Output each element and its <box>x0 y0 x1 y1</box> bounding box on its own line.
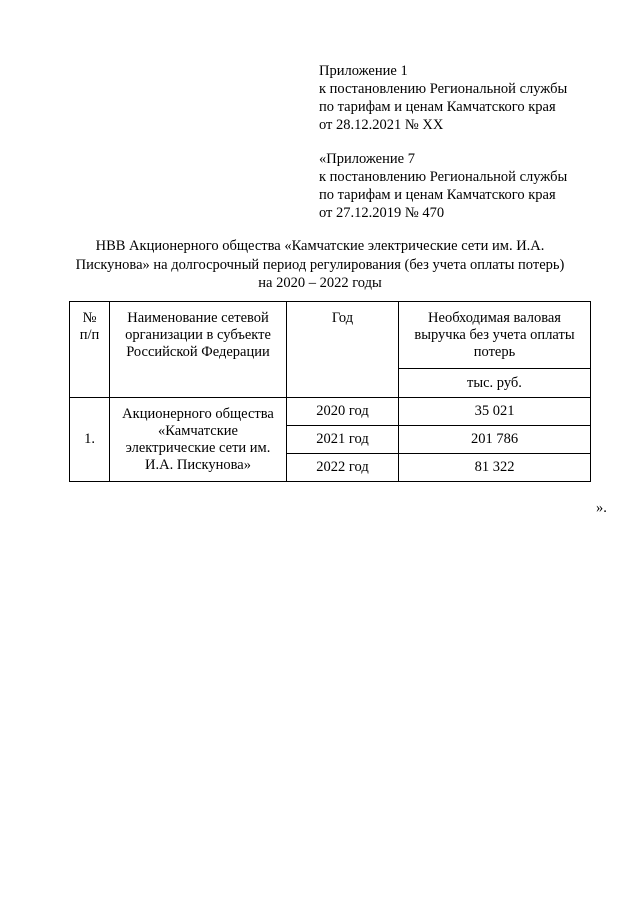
header-revenue-line: выручка без учета оплаты <box>414 327 575 343</box>
title-line: на 2020 – 2022 годы <box>258 275 382 291</box>
header-org-line: Наименование сетевой <box>127 310 269 326</box>
appendix-7-line: «Приложение 7 <box>319 151 415 167</box>
row-value: 35 021 <box>399 398 591 426</box>
appendix-1-line: от 28.12.2021 № XX <box>319 117 444 133</box>
appendix-1-header <box>319 62 619 134</box>
row-year: 2020 год <box>287 398 399 426</box>
revenue-table <box>69 301 591 482</box>
document-title <box>60 237 580 293</box>
row-org-line: Акционерного общества <box>122 405 274 422</box>
header-org <box>110 302 287 398</box>
appendix-1-line: Приложение 1 <box>319 63 408 79</box>
row-num: 1. <box>70 398 110 482</box>
row-org-line: электрические сети им. <box>125 439 271 456</box>
header-unit: тыс. руб. <box>399 369 591 398</box>
header-year: Год <box>287 302 399 398</box>
header-num-line: п/п <box>79 327 100 343</box>
closing-quote-mark: ». <box>596 500 607 516</box>
appendix-1-line: к постановлению Региональной службы <box>319 81 568 97</box>
row-value: 201 786 <box>399 426 591 454</box>
title-line: Пискунова» на долгосрочный период регулирования (без учета оплаты потерь) <box>75 256 565 273</box>
header-num <box>70 302 110 398</box>
header-org-line: организации в субъекте <box>125 327 271 343</box>
row-year: 2021 год <box>287 426 399 454</box>
appendix-7-line: к постановлению Региональной службы <box>319 169 568 185</box>
appendix-7-line: по тарифам и ценам Камчатского края <box>319 187 556 203</box>
header-org-line: Российской Федерации <box>126 344 270 360</box>
header-num-line: № <box>82 310 97 326</box>
header-revenue <box>399 302 591 369</box>
title-line: НВВ Акционерного общества «Камчатские электрические сети им. И.А. <box>95 238 545 254</box>
appendix-7-header <box>319 150 619 222</box>
header-revenue-line: потерь <box>473 344 516 360</box>
row-year: 2022 год <box>287 454 399 482</box>
row-org-line: «Камчатские <box>158 422 238 439</box>
header-revenue-line: Необходимая валовая <box>428 310 561 326</box>
appendix-7-line: от 27.12.2019 № 470 <box>319 205 445 221</box>
row-org-line: И.А. Пискунова» <box>145 456 251 473</box>
row-value: 81 322 <box>399 454 591 482</box>
row-org <box>110 398 287 482</box>
appendix-1-line: по тарифам и ценам Камчатского края <box>319 99 556 115</box>
